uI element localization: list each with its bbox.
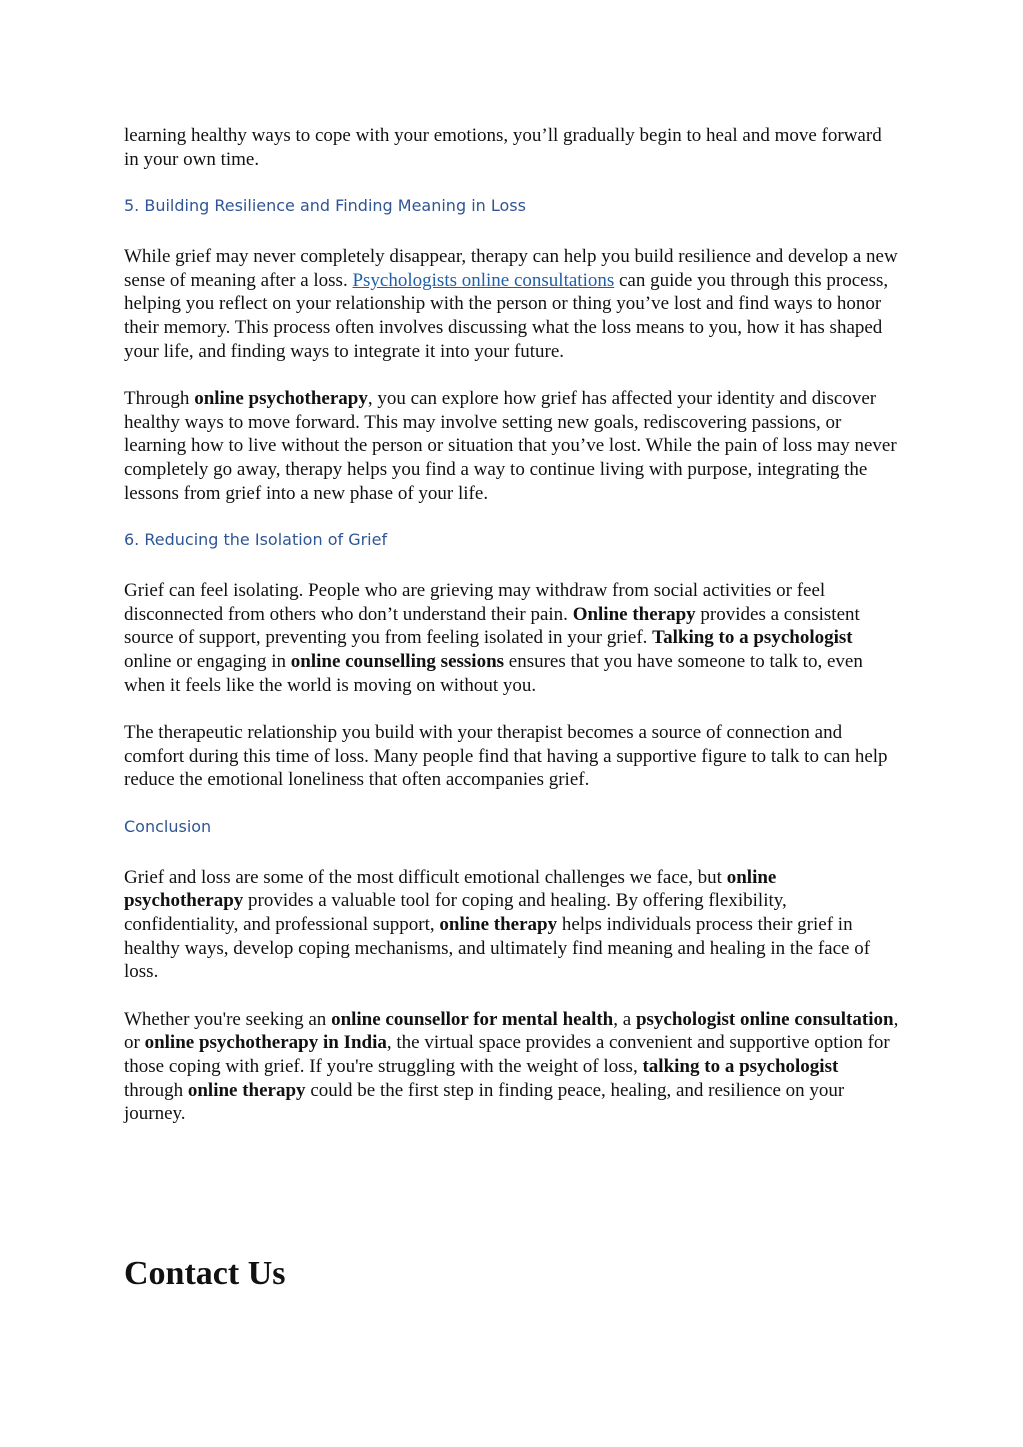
conclusion-paragraph-2: Whether you're seeking an online counsellor for mental health, a psychologist online consultation, or online psychotherapy in India, the virtual space provides a convenient and supportive option for those coping with grief. If you're struggling with the weight of loss, talking to a psychologist through online therapy could be the first step in finding peace, healing, and resilience on your journey. [124,1008,899,1125]
psychologists-online-consultations-link[interactable]: Psychologists online consultations [352,269,615,291]
section-5-heading: 5. Building Resilience and Finding Meaning in Loss [124,196,526,216]
section-6-heading: 6. Reducing the Isolation of Grief [124,530,388,550]
section-6-paragraph-1: Grief can feel isolating. People who are grieving may withdraw from social activities or feel disconnected from others who don’t understand their pain. Online therapy provides a consistent source of support, preventing you from feeling isolated in your grief. Talking to a psychologist online or engaging in online counselling sessions ensures that you have someone to talk to, even when it feels like the world is moving on without you. [124,580,863,696]
intro-paragraph: learning healthy ways to cope with your emotions, you’ll gradually begin to heal and move forward in your own time. [124,125,882,170]
section-5-paragraph-2: Through online psychotherapy, you can explore how grief has affected your identity and discover healthy ways to move forward. This may involve setting new goals, rediscovering passions, or learning how to live without the person or situation that you’ve lost. While the pain of loss may never completely go away, therapy helps you find a way to continue living with purpose, integrating the lessons from grief into a new phase of your life. [124,388,897,504]
conclusion-paragraph-1: Grief and loss are some of the most difficult emotional challenges we face, but online psychotherapy provides a valuable tool for coping and healing. By offering flexibility, confidentiality, and professional support, online therapy helps individuals process their grief in healthy ways, develop coping mechanisms, and ultimately find meaning and healing in the face of loss. [124,866,871,983]
conclusion-heading: Conclusion [124,816,212,836]
section-5-paragraph-1: While grief may never completely disappear, therapy can help you build resilience and develop a new sense of meaning after a loss. Psychologists online consultations can guide you through this process, helping you reflect on your relationship with the person or thing you’ve lost and find ways to honor their memory. This process often involves discussing what the loss means to you, how it has shaped your life, and finding ways to integrate it into your future. [124,246,898,362]
contact-us-heading: Contact Us [124,1255,286,1292]
section-6-paragraph-2: The therapeutic relationship you build with your therapist becomes a source of connection and comfort during this time of loss. Many people find that having a supportive figure to talk to can help reduce the emotional loneliness that often accompanies grief. [124,722,888,791]
document-body [124,124,900,1150]
